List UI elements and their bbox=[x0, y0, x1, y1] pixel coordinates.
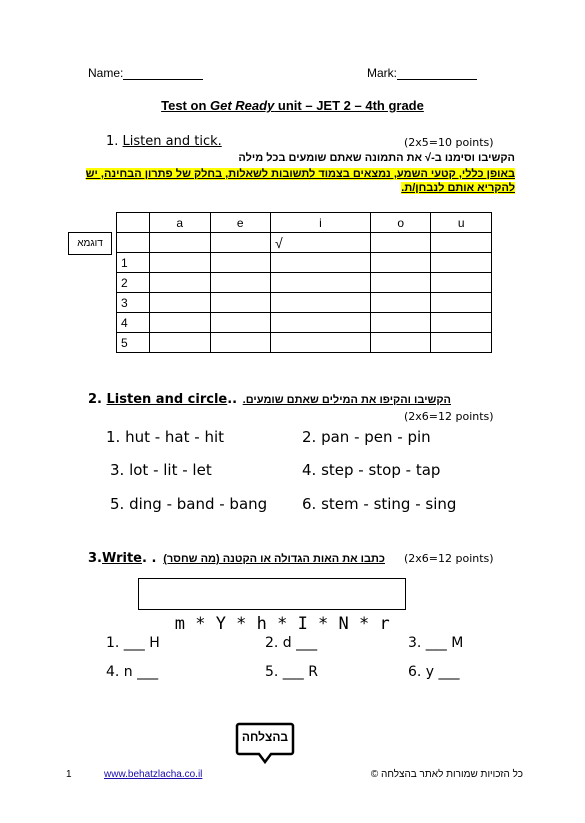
section2-dots: .. bbox=[227, 392, 238, 407]
answer-cell[interactable] bbox=[271, 333, 371, 353]
answer-cell[interactable] bbox=[150, 313, 211, 333]
answer-cell[interactable] bbox=[271, 253, 371, 273]
check-mark-icon: √ bbox=[425, 152, 432, 164]
website-link[interactable]: www.behatzlacha.co.il bbox=[104, 769, 203, 780]
answer-cell[interactable] bbox=[210, 293, 271, 313]
section1-instruction bbox=[238, 152, 515, 164]
example-check-cell: √ bbox=[271, 233, 371, 253]
write-item[interactable]: 1. ___ H bbox=[106, 635, 160, 651]
tick-table bbox=[116, 212, 492, 353]
answer-cell[interactable] bbox=[370, 273, 431, 293]
example-label-box bbox=[68, 232, 112, 255]
answer-cell[interactable] bbox=[271, 273, 371, 293]
answer-cell[interactable] bbox=[370, 333, 431, 353]
section2-instruction: הקשיבו והקיפו את המילים שאתם שומעים. bbox=[242, 394, 451, 406]
answer-cell[interactable] bbox=[271, 293, 371, 313]
section3-number: 3. bbox=[88, 551, 102, 566]
answer-cell[interactable] bbox=[370, 293, 431, 313]
answer-cell[interactable] bbox=[271, 313, 371, 333]
section3-heading bbox=[88, 551, 156, 566]
answer-cell[interactable] bbox=[210, 313, 271, 333]
answer-cell[interactable] bbox=[210, 253, 271, 273]
table-header-row bbox=[117, 213, 492, 233]
mark-label: Mark: bbox=[367, 66, 397, 80]
page-number: 1 bbox=[66, 769, 72, 780]
answer-cell[interactable] bbox=[370, 233, 431, 253]
word-item[interactable]: 2. pan - pen - pin bbox=[302, 428, 431, 446]
answer-cell[interactable] bbox=[150, 253, 211, 273]
instr1-after: את התמונה שאתם שומעים בכל מילה bbox=[238, 152, 426, 164]
answer-cell[interactable] bbox=[150, 233, 211, 253]
table-row bbox=[117, 273, 492, 293]
letters-box bbox=[138, 578, 406, 634]
name-label: Name: bbox=[88, 66, 124, 80]
table-row bbox=[117, 313, 492, 333]
header-cell: a bbox=[150, 213, 211, 233]
letters-text: m * Y * h * I * N * r bbox=[174, 614, 390, 634]
answer-cell[interactable] bbox=[431, 233, 492, 253]
table-row bbox=[117, 293, 492, 313]
name-line bbox=[123, 79, 203, 80]
word-item[interactable]: 5. ding - band - bang bbox=[110, 495, 268, 513]
row-number: 1 bbox=[117, 253, 150, 273]
word-item[interactable]: 6. stem - sting - sing bbox=[302, 495, 457, 513]
section3-title: Write bbox=[101, 551, 142, 566]
word-item[interactable]: 4. step - stop - tap bbox=[302, 461, 441, 479]
section2-points: (2x6=12 points) bbox=[404, 410, 494, 423]
example-row bbox=[117, 233, 492, 253]
example-label: דוגמא bbox=[77, 238, 103, 249]
write-item[interactable]: 6. y ___ bbox=[408, 664, 460, 680]
section2-heading bbox=[88, 392, 237, 407]
section3-dots: . . bbox=[142, 551, 157, 566]
section1-title: Listen and tick. bbox=[122, 134, 222, 149]
table-row bbox=[117, 333, 492, 353]
instr1-before: הקשיבו וסימנו ב- bbox=[431, 152, 515, 164]
section2-title: Listen and circle bbox=[106, 392, 228, 407]
section3-instruction: כתבו את האות הגדולה או הקטנה (מה שחסר) bbox=[163, 553, 385, 565]
row-number: 5 bbox=[117, 333, 150, 353]
title-prefix: Test on bbox=[161, 98, 210, 113]
section1-note bbox=[75, 167, 515, 195]
word-item[interactable]: 1. hut - hat - hit bbox=[106, 428, 225, 446]
row-number: 4 bbox=[117, 313, 150, 333]
row-number: 2 bbox=[117, 273, 150, 293]
title-suffix: unit – JET 2 – 4th grade bbox=[274, 98, 424, 113]
answer-cell[interactable] bbox=[210, 233, 271, 253]
answer-cell[interactable] bbox=[370, 313, 431, 333]
write-item[interactable]: 5. ___ R bbox=[265, 664, 318, 680]
mark-line bbox=[397, 79, 477, 80]
logo-text: בהצלחה bbox=[241, 730, 289, 744]
answer-cell[interactable] bbox=[210, 333, 271, 353]
answer-cell[interactable] bbox=[431, 313, 492, 333]
row-number: 3 bbox=[117, 293, 150, 313]
table-row bbox=[117, 253, 492, 273]
logo bbox=[235, 722, 295, 764]
section1-heading bbox=[106, 134, 222, 149]
section2-number: 2. bbox=[88, 392, 102, 407]
header-cell bbox=[117, 213, 150, 233]
note-text: באופן כללי, קטעי השמע, נמצאים בצמוד לתשובות לשאלות, בחלק של פתרון הבחינה, יש להקריא אותם לנבחן/ת. bbox=[85, 168, 515, 194]
header-cell: i bbox=[271, 213, 371, 233]
table-cell bbox=[117, 233, 150, 253]
header-cell: e bbox=[210, 213, 271, 233]
mark-field bbox=[367, 66, 477, 80]
answer-cell[interactable] bbox=[431, 293, 492, 313]
write-item[interactable]: 4. n ___ bbox=[106, 664, 159, 680]
name-field bbox=[88, 66, 203, 80]
answer-cell[interactable] bbox=[431, 333, 492, 353]
section3-points: (2x6=12 points) bbox=[404, 552, 494, 565]
speech-bubble-icon bbox=[235, 722, 295, 768]
word-item[interactable]: 3. lot - lit - let bbox=[110, 461, 212, 479]
section1-points: (2x5=10 points) bbox=[404, 136, 494, 149]
write-item[interactable]: 2. d ___ bbox=[265, 635, 318, 651]
write-item[interactable]: 3. ___ M bbox=[408, 635, 464, 651]
copyright-text: כל הזכויות שמורות לאתר בהצלחה © bbox=[370, 769, 523, 780]
answer-cell[interactable] bbox=[150, 273, 211, 293]
answer-cell[interactable] bbox=[370, 253, 431, 273]
answer-cell[interactable] bbox=[210, 273, 271, 293]
answer-cell[interactable] bbox=[150, 293, 211, 313]
answer-cell[interactable] bbox=[431, 253, 492, 273]
answer-cell[interactable] bbox=[431, 273, 492, 293]
answer-cell[interactable] bbox=[150, 333, 211, 353]
title-italic: Get Ready bbox=[210, 98, 275, 113]
section1-number: 1. bbox=[106, 134, 119, 149]
header-cell: o bbox=[370, 213, 431, 233]
header-cell: u bbox=[431, 213, 492, 233]
page-title bbox=[0, 98, 585, 113]
